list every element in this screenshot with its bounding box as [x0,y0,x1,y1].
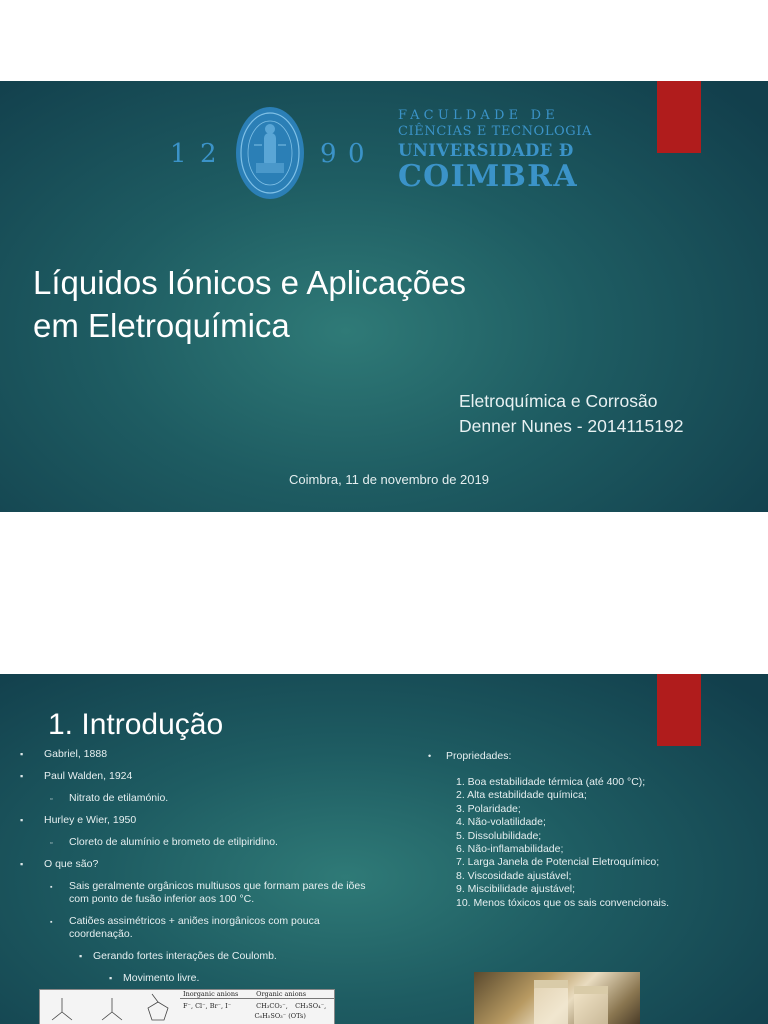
lab-vials-photo [474,972,640,1024]
property-item: 10. Menos tóxicos que os sais convencionais. [456,896,670,909]
list-item: ▪ Gabriel, 1888 [20,748,108,760]
list-item: ▪ Movimento livre. [109,972,200,984]
logo-line: FACULDADE DE [398,108,559,123]
property-item: 8. Viscosidade ajustável; [456,869,572,882]
properties-block [428,750,728,910]
property-item: 7. Larga Janela de Potencial Eletroquímico; [456,856,660,869]
logo-line: CIÊNCIAS E TECNOLOGIA [398,124,593,139]
list-item: ▪ Gerando fortes interações de Coulomb. [79,950,277,962]
slide-heading: 1. Introdução [48,708,224,741]
list-item: ▪ Sais geralmente orgânicos multiusos que formam pares de iões com ponto de fusão inferior aos 100 °C. [50,880,366,905]
bullet-icon: ▪ [79,951,83,961]
bullet-icon: ▪ [50,884,53,891]
molecule-structures-icon [40,990,180,1024]
table-header: Inorganic anions [183,990,239,998]
course-name: Eletroquímica e Corrosão [459,391,658,411]
property-item: 1. Boa estabilidade térmica (até 400 °C); [456,776,646,788]
table-cell: F⁻, Cl⁻, Br⁻, I⁻ [183,1002,232,1010]
property-item: 2. Alta estabilidade química; [456,789,587,802]
bullet-icon: ▪ [20,859,24,869]
author-name: Denner Nunes - 2014115192 [459,416,684,436]
table-header: Organic anions [256,990,307,998]
logo-year-digit: 2 [200,139,217,169]
introduction-slide [0,674,768,1024]
bullet-icon: ▫ [50,840,53,847]
property-item: 3. Polaridade; [456,802,521,815]
logo-year-digit: 9 [320,139,337,169]
logo-line: UNIVERSIDADE Đ [398,141,574,160]
table-cell: C₆H₅SO₃⁻ (OTs) [254,1012,306,1020]
property-item: 9. Miscibilidade ajustável; [456,883,576,896]
list-item: ▪ O que são? [20,858,99,870]
bullet-icon: ▪ [20,771,24,781]
bullet-icon: ▪ [20,749,24,759]
bullet-icon: ▫ [50,796,53,803]
university-seal-icon [234,105,306,201]
accent-bar [657,674,701,746]
ionic-liquid-figure [39,989,335,1024]
list-item: ▪ Hurley e Wier, 1950 [20,814,137,826]
anion-table [180,990,334,1024]
university-logo-text [398,109,592,192]
bullet-icon: • [428,751,432,761]
title-line: em Eletroquímica [33,307,290,344]
title-slide [0,81,768,512]
property-item: 4. Não-volatilidade; [456,816,546,829]
property-item: 6. Não-inflamabilidade; [456,843,564,856]
accent-bar [657,81,701,153]
bullet-icon: ▪ [50,919,53,926]
table-cell: CH₃CO₂⁻, [256,1002,288,1010]
slide-title [33,261,466,347]
bullet-icon: ▪ [109,973,113,983]
list-item: ▫ Cloreto de alumínio e brometo de etilpiridino. [50,836,278,848]
logo-line: COIMBRA [398,158,578,194]
logo-year-digit: 0 [348,139,365,169]
property-item: 5. Dissolubilidade; [456,829,542,842]
title-line: Líquidos Iónicos e Aplicações [33,264,466,301]
list-item: ▪ Catiões assimétricos + aniões inorgânicos com pouca coordenação. [50,915,320,940]
table-cell: CH₃SO₄⁻, [295,1002,327,1010]
intro-bullet-list [20,748,400,994]
table-cell [180,1012,252,1020]
vials-image [474,972,640,1024]
slide-subtitle [459,389,683,439]
logo-year-digit: 1 [170,139,187,169]
properties-list [428,776,686,910]
presentation-date: Coimbra, 11 de novembro de 2019 [289,472,489,487]
properties-heading: • Propriedades: [428,750,512,762]
list-item: ▪ Paul Walden, 1924 [20,770,133,782]
list-item: ▫ Nitrato de etilamónio. [50,792,169,804]
bullet-icon: ▪ [20,815,24,825]
